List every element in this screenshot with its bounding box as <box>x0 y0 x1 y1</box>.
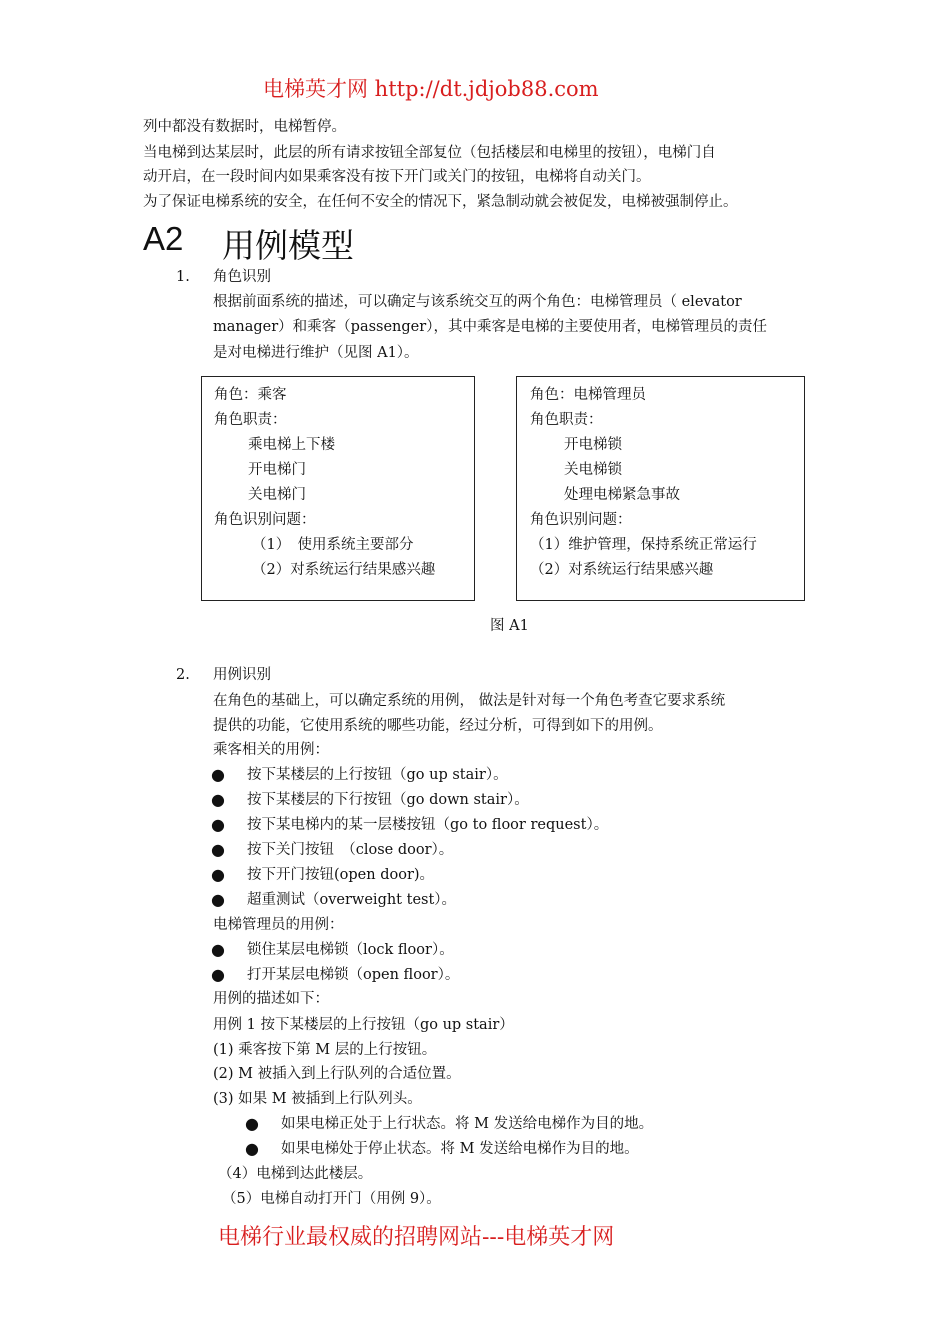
bullet-icon: ● <box>211 965 225 984</box>
usecase-step: (1) 乘客按下第 M 层的上行按钮。 <box>213 1042 437 1058</box>
bullet-icon: ● <box>211 840 225 859</box>
actor-role: 角色：电梯管理员 <box>530 387 646 403</box>
item2-paragraph-line: 在角色的基础上，可以确定系统的用例， 做法是针对每一个角色考查它要求系统 <box>213 693 726 709</box>
actor-duty: 关电梯锁 <box>564 462 622 478</box>
intro-line: 列中都没有数据时，电梯暂停。 <box>143 119 346 135</box>
actor-issue: （1）维护管理，保持系统正常运行 <box>530 537 757 553</box>
bullet-icon: ● <box>211 890 225 909</box>
item1-paragraph-line: manager）和乘客（passenger），其中乘客是电梯的主要使用者，电梯管理员的责任 <box>213 319 767 335</box>
item-title: 角色识别 <box>213 269 271 285</box>
manager-cases-label: 电梯管理员的用例： <box>213 917 344 933</box>
actor-role: 角色：乘客 <box>214 387 287 403</box>
usecase-step: (2) M 被插入到上行队列的合适位置。 <box>213 1066 461 1082</box>
actor-duties-label: 角色职责： <box>214 412 287 428</box>
actor-duties-label: 角色职责： <box>530 412 603 428</box>
passenger-case: 按下某电梯内的某一层楼按钮（go to floor request）。 <box>247 817 609 833</box>
actor-issue: （1） 使用系统主要部分 <box>252 537 414 553</box>
actor-duty: 关电梯门 <box>248 487 306 503</box>
passenger-case: 按下关门按钮 （close door）。 <box>247 842 454 858</box>
manager-case: 打开某层电梯锁（open floor）。 <box>247 967 460 983</box>
manager-case: 锁住某层电梯锁（lock floor）。 <box>247 942 454 958</box>
bullet-icon: ● <box>211 765 225 784</box>
bullet-icon: ● <box>211 940 225 959</box>
bullet-icon: ● <box>245 1139 259 1158</box>
item2-paragraph-line: 提供的功能，它使用系统的哪些功能，经过分析，可得到如下的用例。 <box>213 718 663 734</box>
bullet-icon: ● <box>211 865 225 884</box>
usecase-sub-bullet: 如果电梯正处于上行状态。将 M 发送给电梯作为目的地。 <box>281 1116 654 1132</box>
usecase-title: 用例 1 按下某楼层的上行按钮（go up stair） <box>213 1017 514 1033</box>
bullet-icon: ● <box>211 815 225 834</box>
usecase-step: （5）电梯自动打开门（用例 9）。 <box>222 1191 441 1207</box>
actor-issues-label: 角色识别问题： <box>214 512 316 528</box>
usecase-step: （4）电梯到达此楼层。 <box>218 1166 373 1182</box>
actor-duty: 开电梯锁 <box>564 437 622 453</box>
item-number: 1. <box>176 269 190 285</box>
bullet-icon: ● <box>211 790 225 809</box>
footer-banner: 电梯行业最权威的招聘网站---电梯英才网 <box>218 1225 615 1250</box>
intro-line: 当电梯到达某层时，此层的所有请求按钮全部复位（包括楼层和电梯里的按钮），电梯门自 <box>143 145 716 161</box>
actor-duty: 处理电梯紧急事故 <box>564 487 680 503</box>
desc-label: 用例的描述如下： <box>213 991 329 1007</box>
passenger-case: 按下开门按钮(open door)。 <box>247 867 435 883</box>
header-watermark: 电梯英才网 http://dt.jdjob88.com <box>263 77 599 101</box>
actor-duty: 乘电梯上下楼 <box>248 437 335 453</box>
intro-line: 动开启，在一段时间内如果乘客没有按下开门或关门的按钮，电梯将自动关门。 <box>143 169 651 185</box>
item-number: 2. <box>176 667 190 683</box>
usecase-sub-bullet: 如果电梯处于停止状态。将 M 发送给电梯作为目的地。 <box>281 1141 639 1157</box>
actor-duty: 开电梯门 <box>248 462 306 478</box>
bullet-icon: ● <box>245 1114 259 1133</box>
usecase-step: (3) 如果 M 被插到上行队列头。 <box>213 1091 422 1107</box>
actor-issue: （2）对系统运行结果感兴趣 <box>530 562 714 578</box>
actor-issue: （2）对系统运行结果感兴趣 <box>252 562 436 578</box>
actor-issues-label: 角色识别问题： <box>530 512 632 528</box>
section-title: 用例模型 <box>222 226 354 265</box>
passenger-cases-label: 乘客相关的用例： <box>213 742 329 758</box>
item1-paragraph-line: 根据前面系统的描述，可以确定与该系统交互的两个角色：电梯管理员（ elevator <box>213 294 742 310</box>
passenger-case: 超重测试（overweight test）。 <box>247 892 457 908</box>
item1-paragraph-line: 是对电梯进行维护（见图 A1）。 <box>213 345 419 361</box>
passenger-case: 按下某楼层的下行按钮（go down stair）。 <box>247 792 529 808</box>
passenger-case: 按下某楼层的上行按钮（go up stair）。 <box>247 767 508 783</box>
item-title: 用例识别 <box>213 667 271 683</box>
figure-caption: 图 A1 <box>490 618 529 634</box>
section-number: A2 <box>143 220 184 257</box>
intro-line: 为了保证电梯系统的安全，在任何不安全的情况下，紧急制动就会被促发，电梯被强制停止。 <box>143 194 738 210</box>
